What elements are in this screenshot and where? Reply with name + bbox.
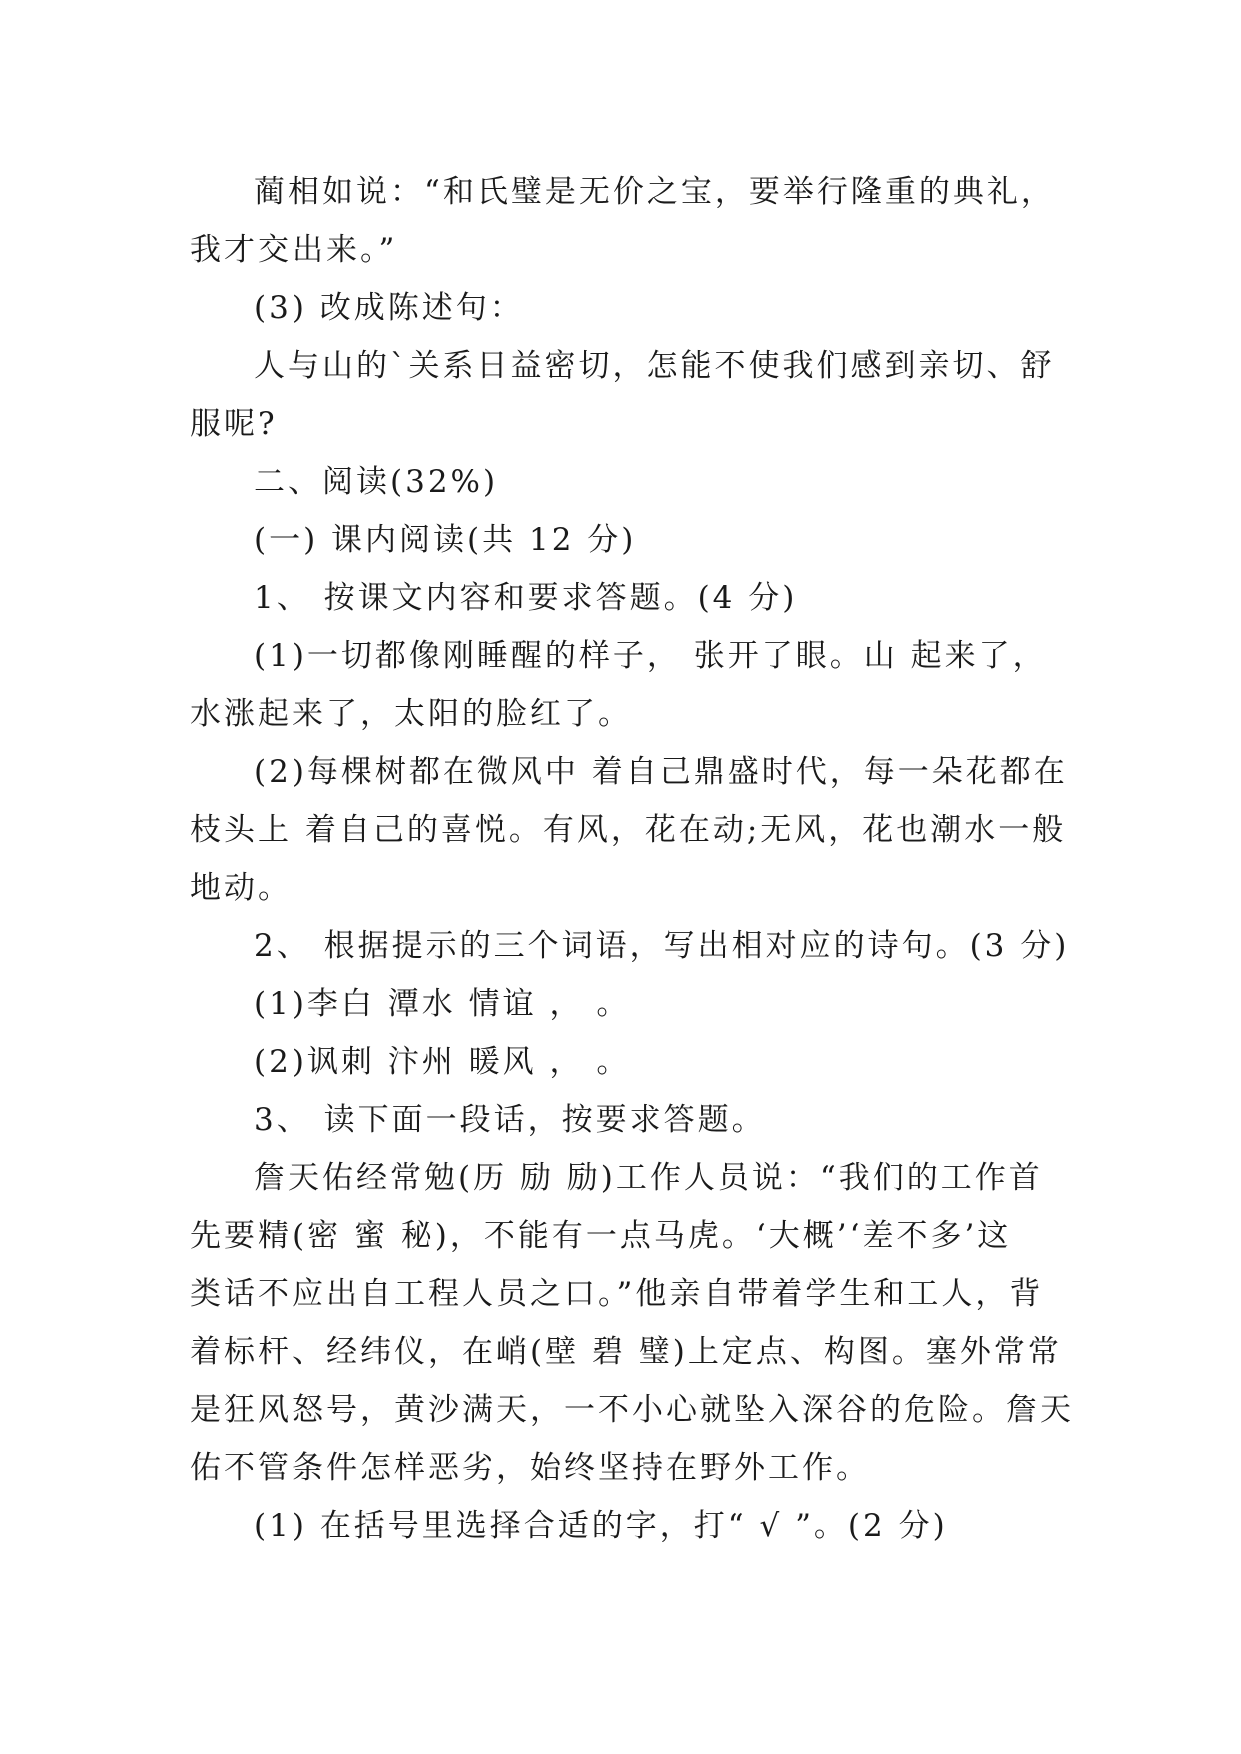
question-heading: 1、 按课文内容和要求答题。(4 分) <box>254 580 798 616</box>
text-line: (1)一切都像刚睡醒的样子， 张开了眼。山 起来了， <box>254 638 1047 674</box>
text-line: (2)每棵树都在微风中 着自己鼎盛时代，每一朵花都在 <box>254 754 1068 790</box>
text-line: 詹天佑经常勉(历 励 励)工作人员说：“我们的工作首 <box>254 1160 1043 1196</box>
section-heading: 二、阅读(32%) <box>254 464 499 500</box>
subsection-heading: (一) 课内阅读(共 12 分) <box>254 522 637 558</box>
text-line: 类话不应出自工程人员之口。”他亲自带着学生和工人，背 <box>190 1276 1044 1312</box>
text-line: (2)讽刺 汴州 暖风 ， 。 <box>254 1044 631 1080</box>
text-line: 地动。 <box>190 870 292 906</box>
question-heading: 2、 根据提示的三个词语，写出相对应的诗句。(3 分) <box>254 928 1070 964</box>
text-line: 我才交出来。” <box>190 232 398 268</box>
text-line: 人与山的`关系日益密切，怎能不使我们感到亲切、舒 <box>254 348 1055 384</box>
text-line: (1)李白 潭水 情谊 ， 。 <box>254 986 631 1022</box>
text-line: 枝头上 着自己的喜悦。有风，花在动;无风，花也潮水一般 <box>190 812 1067 848</box>
text-line: (1) 在括号里选择合适的字，打“ √ ”。(2 分) <box>254 1508 948 1544</box>
text-line: 服呢? <box>190 406 278 442</box>
question-heading: 3、 读下面一段话，按要求答题。 <box>254 1102 766 1138</box>
document-body <box>190 163 1074 1555</box>
text-line: 佑不管条件怎样恶劣，始终坚持在野外工作。 <box>190 1450 870 1486</box>
text-line: 蔺相如说：“和氏璧是无价之宝，要举行隆重的典礼， <box>254 174 1055 210</box>
text-line: (3) 改成陈述句： <box>254 290 524 326</box>
text-line: 水涨起来了，太阳的脸红了。 <box>190 696 632 732</box>
text-line: 是狂风怒号，黄沙满天，一不小心就坠入深谷的危险。詹天 <box>190 1392 1074 1428</box>
text-line: 先要精(密 蜜 秘)，不能有一点马虎。‘大概’‘差不多’这 <box>190 1218 1012 1254</box>
text-line: 着标杆、经纬仪，在峭(壁 碧 璧)上定点、构图。塞外常常 <box>190 1334 1062 1370</box>
